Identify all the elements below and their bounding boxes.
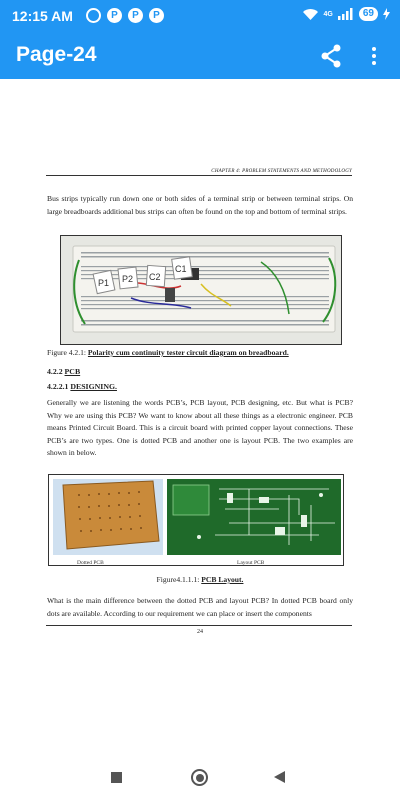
share-button[interactable] [318,43,344,69]
dotted-pcb-photo [53,479,163,555]
breadboard-label-c2: C2 [149,272,161,282]
figure-caption-title: PCB Layout. [201,575,244,584]
figure-caption-pcb [0,575,400,584]
figure-caption-title: Polarity cum continuity tester circuit diagram on breadboard. [87,348,289,357]
charging-icon [383,8,390,20]
share-icon [318,43,344,69]
page-number: 24 [197,629,203,635]
pinterest-icon: P [128,8,143,23]
home-icon[interactable] [191,769,208,786]
battery-icon: 69 [359,7,378,21]
pinterest-icon: P [107,8,122,23]
breadboard-label-c1: C1 [175,264,187,274]
page-title: Page-24 [16,43,97,66]
document-page[interactable] [0,79,400,739]
figure-caption-prefix: Figure 4.2.1: [47,348,88,357]
footer-rule [46,625,352,626]
status-bar [0,0,400,33]
breadboard-label-p1: P1 [98,278,110,288]
layout-pcb-image [167,479,341,555]
back-icon[interactable] [274,771,285,783]
dotted-pcb-label: Dotted PCB [77,560,104,566]
alarm-icon [86,8,101,23]
breadboard-label-p2: P2 [122,274,134,284]
breadboard-photo [60,235,342,345]
more-options-button[interactable] [364,43,384,69]
header-rule [46,175,352,176]
figure-caption-prefix: Figure4.1.1.1: [156,575,202,584]
recent-apps-icon[interactable] [111,772,122,783]
status-right-icons [302,7,390,21]
chapter-header: CHAPTER 4: PROBLEM STATEMENTS AND METHODOLOGY [211,169,352,174]
paragraph-bus-strips: Bus strips typically run down one or both sides of a terminal strip or between terminal strips. On large breadboards additional bus strips can often be found on the top and bottom of terminal strips. [47,194,353,216]
status-time: 12:15 AM [12,8,73,24]
navigation-bar [0,739,400,800]
signal-icon [338,8,354,20]
heading-pcb: 4.2.2 PCB [47,367,81,376]
heading-designing: 4.2.2.1 DESIGNING. [47,382,117,391]
pcb-figure [48,474,344,566]
paragraph-pcb: Generally we are listening the words PCB’s, PCB layout, PCB designing, etc. But what is PCB? Why we are using this PCB? We want to know about all these things as a electronic engineer. PCB means Printed Circuit Board. This is a circuit board with printed copper layout connections. These PCB’s are two types. One is dotted PCB and another one is layout PCB. The two examples are shown in below. [47,398,353,457]
notification-icons [86,8,164,23]
paragraph-difference: What is the main difference between the dotted PCB and layout PCB? In dotted PCB board only dots are available. According to our requirement we can place or insert the components [47,596,353,618]
figure-caption-breadboard [47,348,289,357]
layout-pcb-label: Layout PCB [237,560,265,566]
wifi-icon [302,8,319,21]
more-vert-icon [372,47,376,51]
app-bar [0,33,400,79]
network-type-label: 4G [323,10,333,18]
pinterest-icon: P [149,8,164,23]
